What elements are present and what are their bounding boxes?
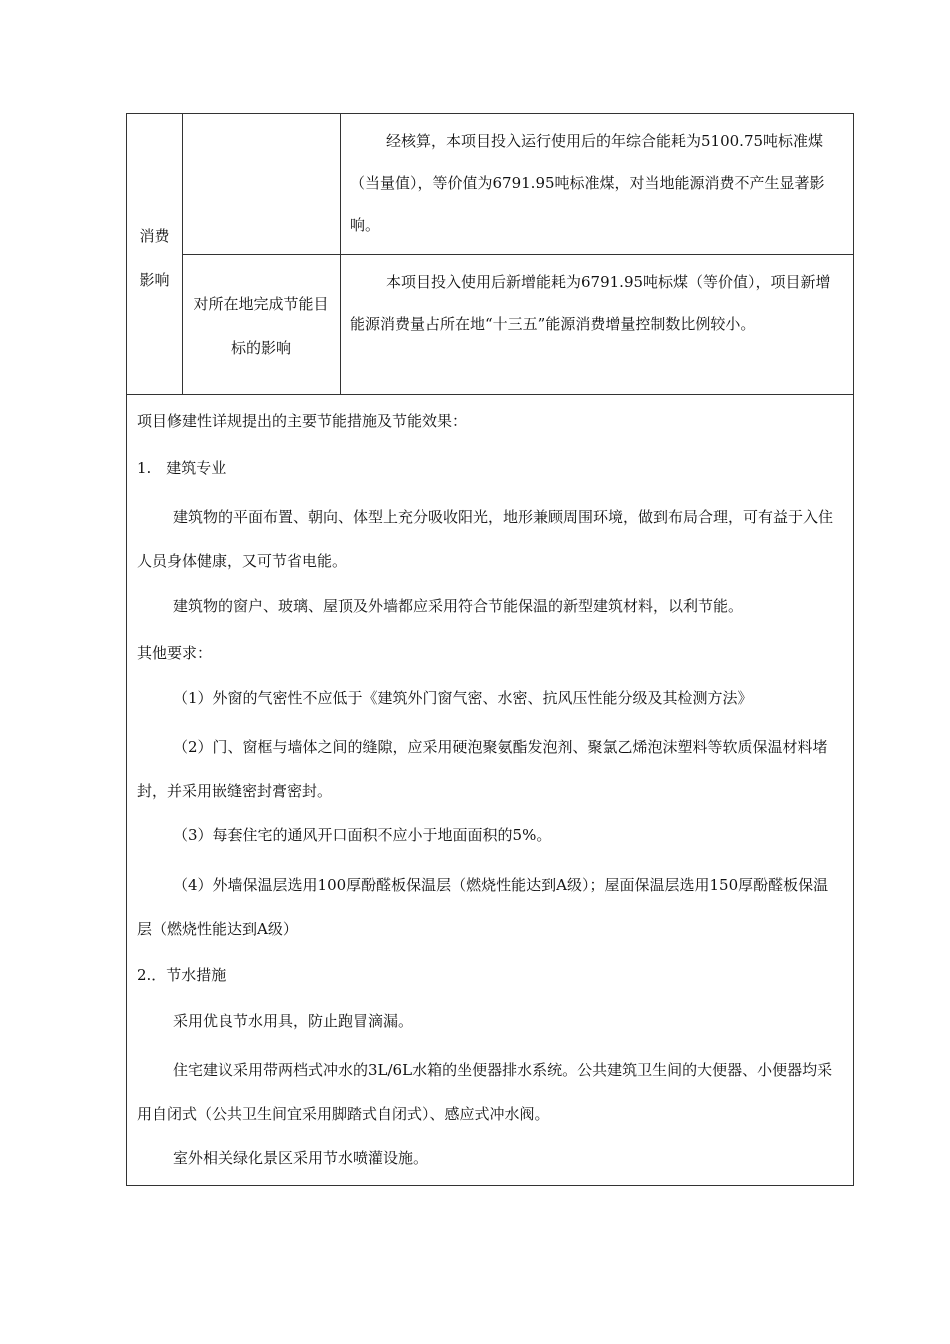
water-paragraph-3: 室外相关绿化景区采用节水喷灌设施。 bbox=[173, 1149, 429, 1167]
row-divider bbox=[127, 394, 854, 395]
energy-target-impact-label-text: 对所在地完成节能目标的影响 bbox=[193, 295, 329, 357]
architecture-paragraph-1: 建筑物的平面布置、朝向、体型上充分吸收阳光，地形兼顾周围环境，做到布局合理，可有益于入住人员身体健康，又可节省电能。 bbox=[137, 508, 834, 570]
requirement-1: （1）外窗的气密性不应低于《建筑外门窗气密、水密、抗风压性能分级及其检测方法》 bbox=[173, 689, 753, 707]
energy-target-impact-label bbox=[193, 282, 329, 370]
architecture-paragraph-2: 建筑物的窗户、玻璃、屋顶及外墙都应采用符合节能保温的新型建筑材料，以利节能。 bbox=[173, 597, 744, 615]
requirement-3: （3）每套住宅的通风开口面积不应小于地面面积的5%。 bbox=[173, 826, 552, 844]
requirement-2 bbox=[137, 725, 843, 813]
water-paragraph-2: 住宅建议采用带两档式冲水的3L/6L水箱的坐便器排水系统。公共建筑卫生间的大便器、小便器均采用自闭式（公共卫生间宜采用脚踏式自闭式）、感应式冲水阀。 bbox=[137, 1061, 833, 1123]
water-paragraph-1: 采用优良节水用具，防止跑冒滴漏。 bbox=[173, 1012, 414, 1030]
requirement-4-text: （4）外墙保温层选用100厚酚醛板保温层（燃烧性能达到A级）；屋面保温层选用150厚酚醛板保温层（燃烧性能达到A级） bbox=[137, 876, 829, 938]
other-requirements-label: 其他要求： bbox=[137, 644, 213, 662]
side-label-consumption: 消费 bbox=[139, 227, 170, 245]
requirement-4 bbox=[137, 863, 843, 951]
measures-intro: 项目修建性详规提出的主要节能措施及节能效果： bbox=[137, 412, 468, 430]
section-heading-water: 2.．节水措施 bbox=[137, 966, 227, 984]
energy-increment-text: 本项目投入使用后新增能耗为6791.95吨标煤（等价值），项目新增能源消费量占所在地“十三五”能源消费增量控制数比例较小。 bbox=[350, 273, 831, 333]
requirement-2-text: （2）门、窗框与墙体之间的缝隙，应采用硬泡聚氨酯发泡剂、聚氯乙烯泡沫塑料等软质保温材料堵封，并采用嵌缝密封膏密封。 bbox=[137, 738, 828, 800]
row-divider bbox=[182, 254, 854, 255]
energy-consumption-text: 经核算，本项目投入运行使用后的年综合能耗为5100.75吨标准煤（当量值），等价值为6791.95吨标准煤，对当地能源消费不产生显著影响。 bbox=[350, 132, 825, 234]
document-table bbox=[126, 113, 854, 1186]
side-label-impact: 影响 bbox=[139, 271, 170, 289]
section-heading-architecture: 1. 建筑专业 bbox=[137, 459, 227, 477]
